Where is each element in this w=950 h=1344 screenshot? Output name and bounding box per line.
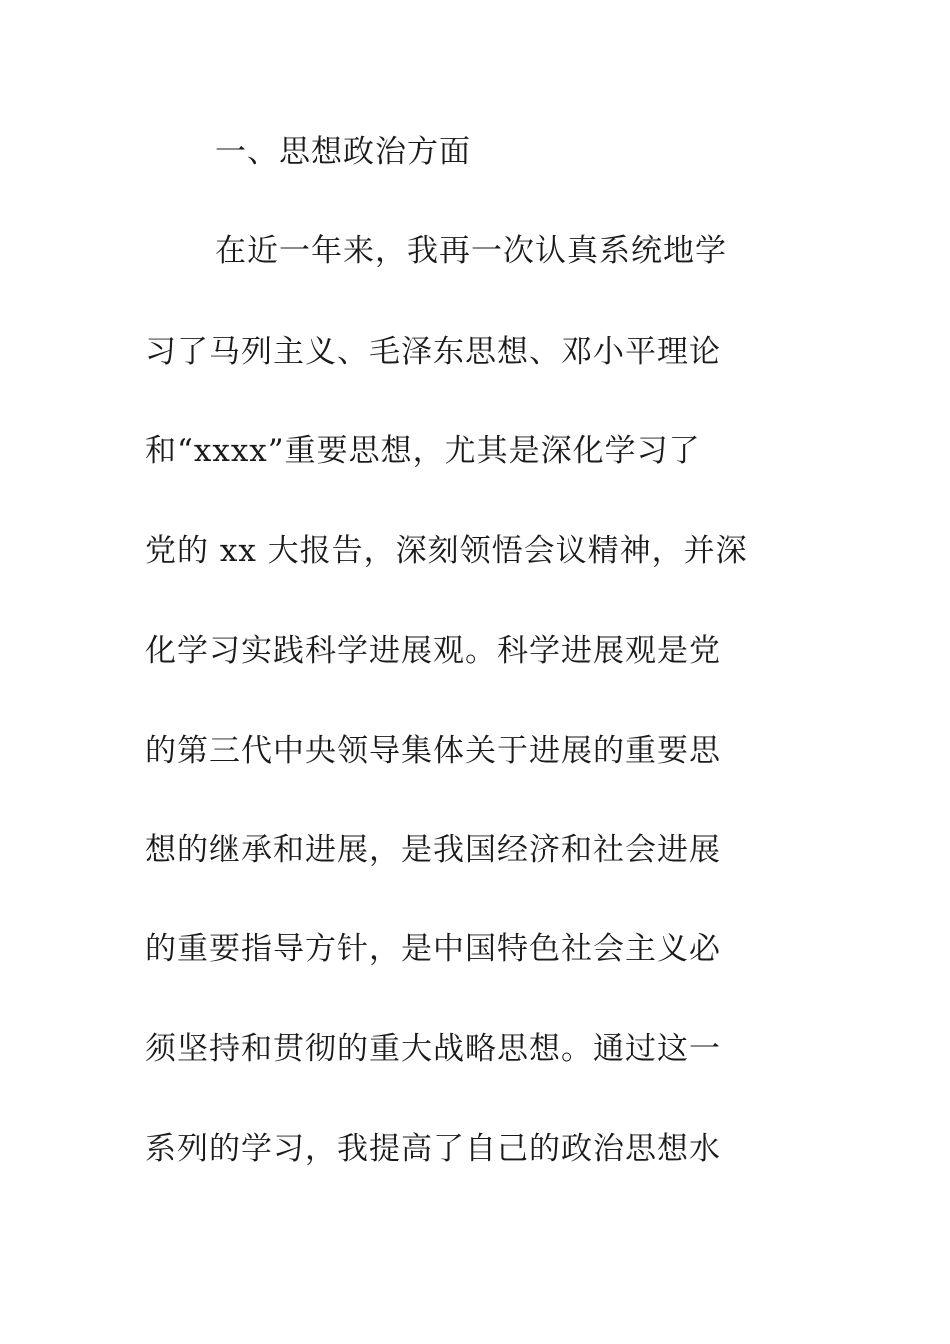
paragraph-line: 须坚持和贯彻的重大战略思想。通过这一 <box>145 1031 721 1067</box>
paragraph-line: 想的继承和进展，是我国经济和社会进展 <box>145 832 721 868</box>
paragraph-line: 化学习实践科学进展观。科学进展观是党 <box>145 633 721 669</box>
paragraph-line: 的第三代中央领导集体关于进展的重要思 <box>145 733 721 769</box>
paragraph-line: 习了马列主义、毛泽东思想、邓小平理论 <box>145 334 721 370</box>
paragraph-line: 的重要指导方针，是中国特色社会主义必 <box>145 931 721 967</box>
section-heading: 一、思想政治方面 <box>215 134 471 170</box>
paragraph-line: 党的 xx 大报告，深刻领悟会议精神，并深 <box>145 533 748 569</box>
paragraph-line: 系列的学习，我提高了自己的政治思想水 <box>145 1131 721 1167</box>
paragraph-line: 和“xxxx”重要思想，尤其是深化学习了 <box>145 433 701 469</box>
paragraph-line: 在近一年来，我再一次认真系统地学 <box>215 233 727 269</box>
